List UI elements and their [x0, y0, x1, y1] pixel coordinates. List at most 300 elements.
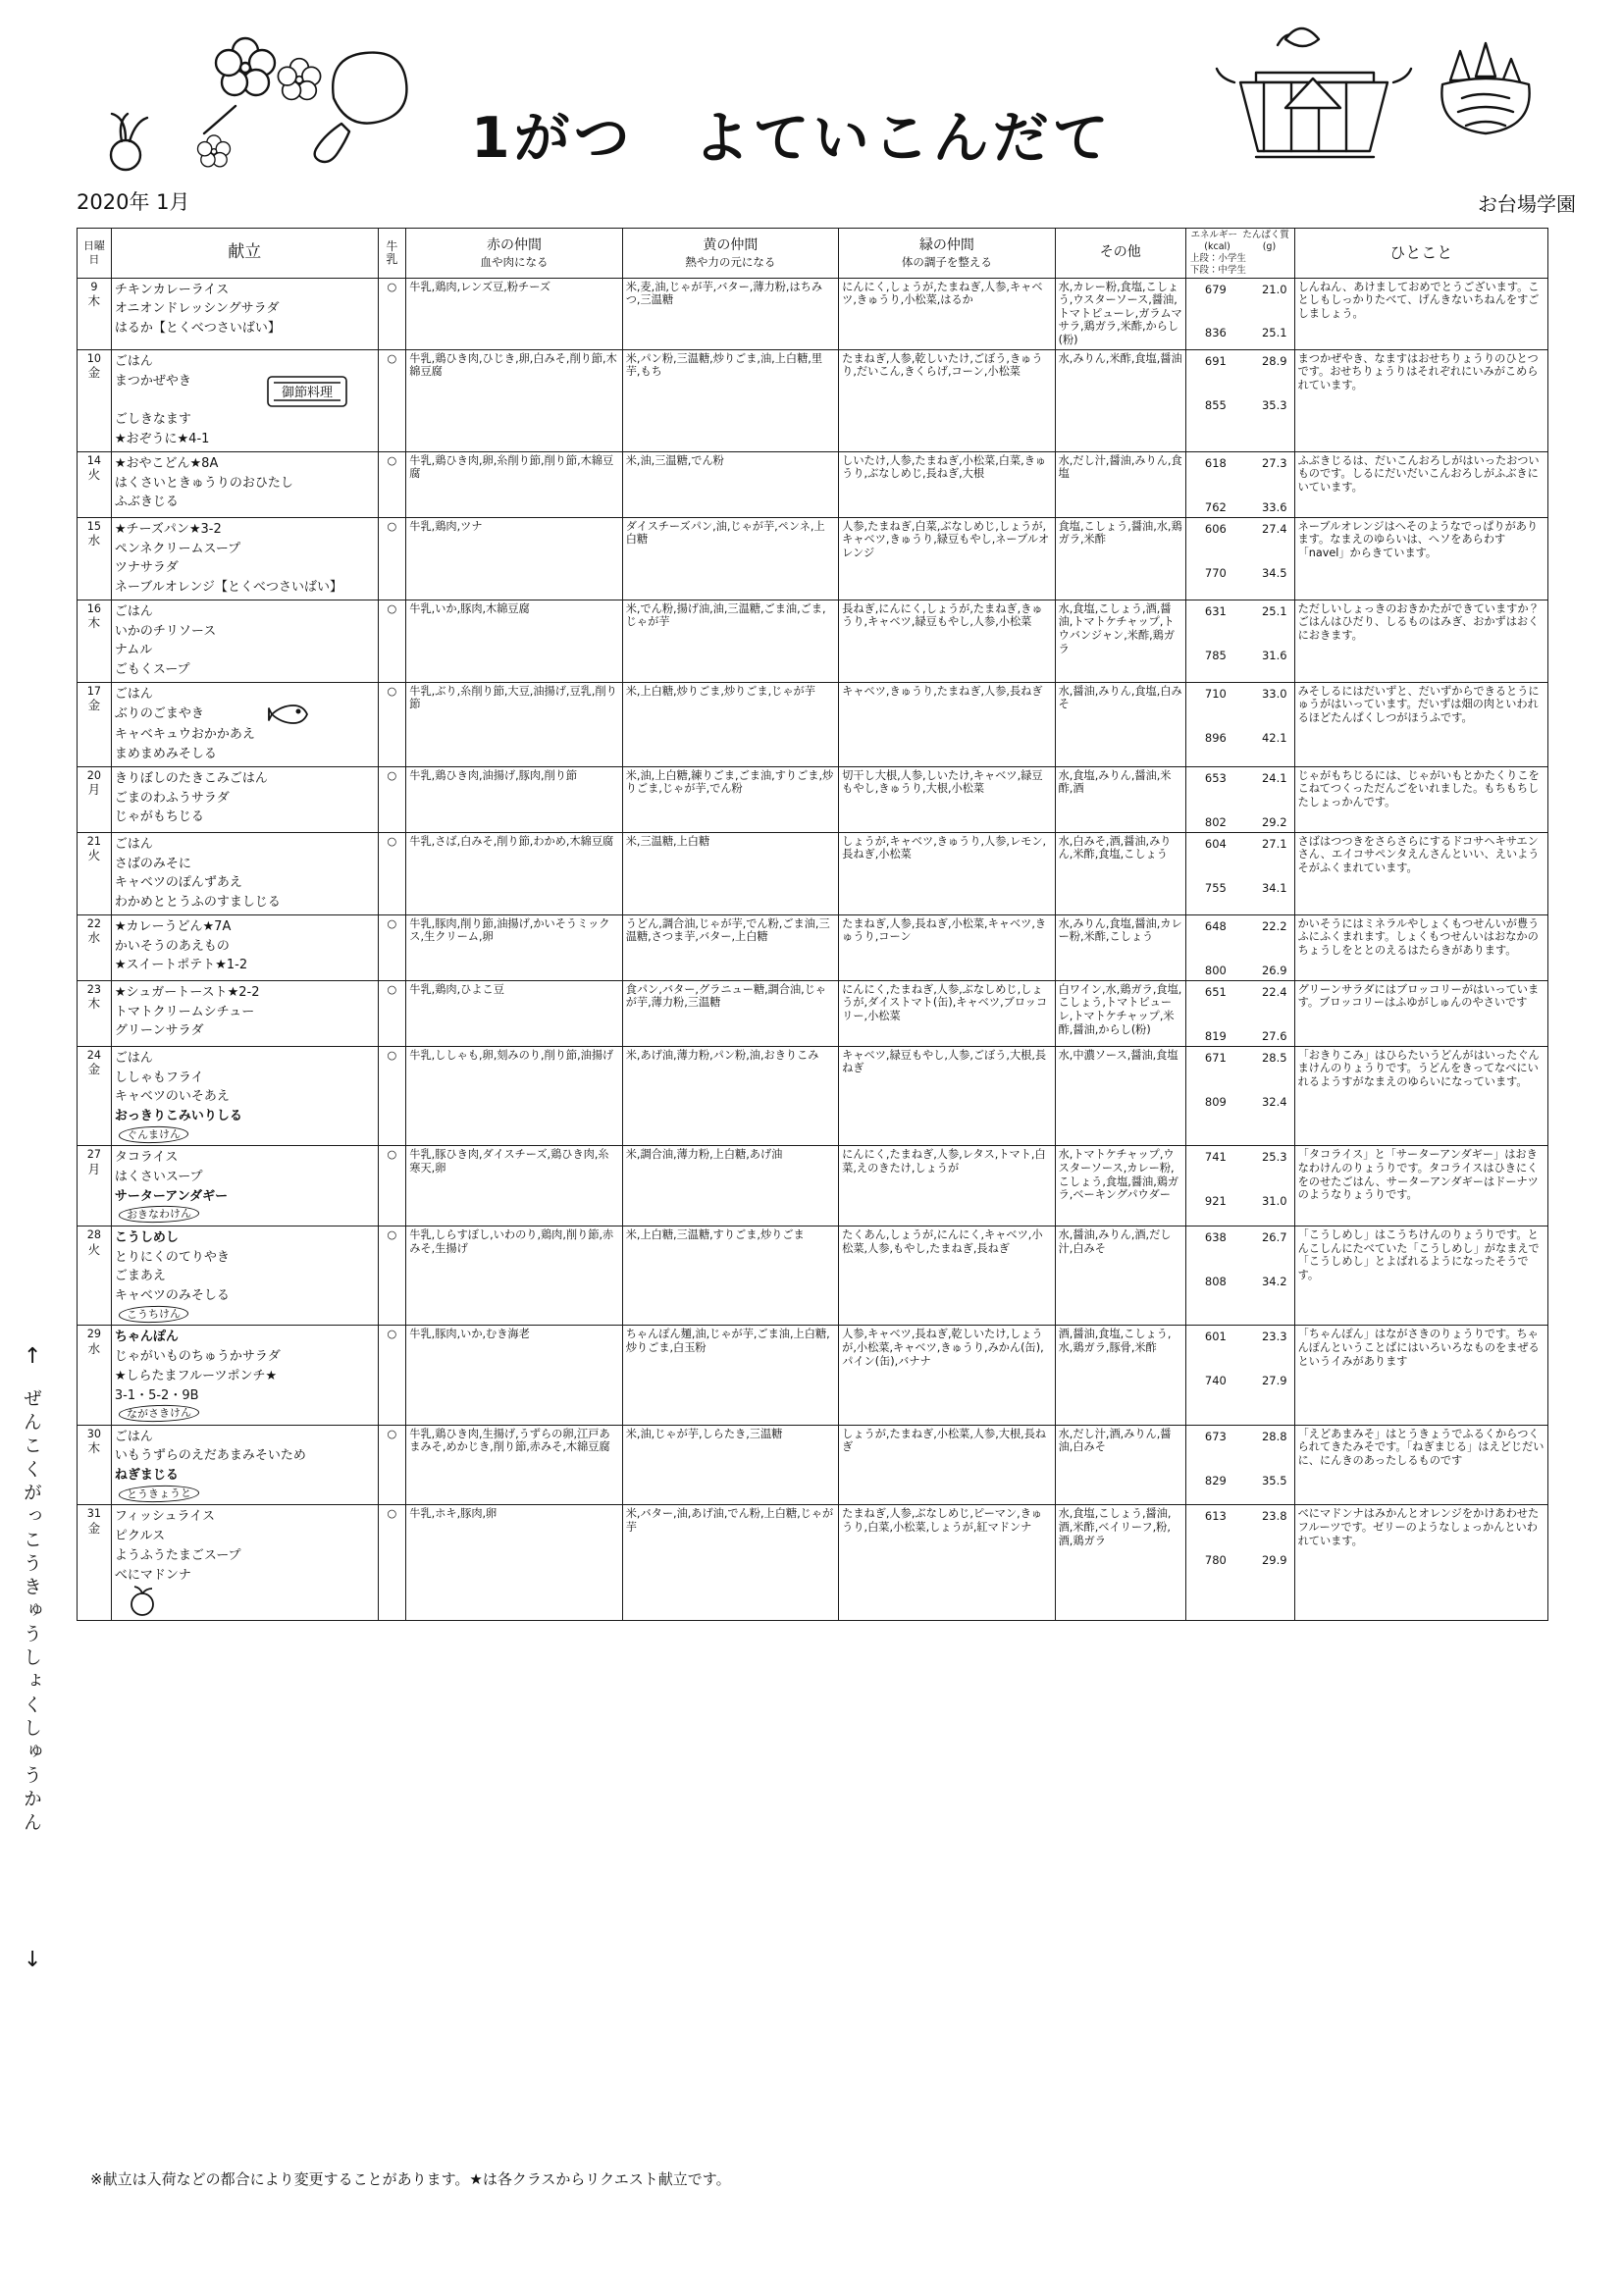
cell-other: 水,白みそ,酒,醤油,みりん,米酢,食塩,こしょう: [1055, 832, 1185, 914]
date-weekday: 木: [87, 1440, 101, 1456]
menu-item: ちゃんぽん: [114, 1330, 179, 1345]
cell-menu: [111, 1046, 378, 1145]
date-weekday: 火: [87, 848, 101, 863]
menu-item: タコライス: [114, 1150, 179, 1166]
protein-junior: 29.9: [1261, 1553, 1287, 1568]
col-header-green-main: 緑の仲間: [918, 236, 974, 253]
cell-green: キャベツ,きゅうり,たまねぎ,人参,長ねぎ: [839, 682, 1055, 766]
cell-milk: ○: [378, 278, 406, 349]
cell-note: まつかぜやき、なますはおせちりょうりのひとつです。おせちりょうりはそれぞれにいみがこめられています。: [1294, 349, 1547, 451]
cell-yellow: 米,でん粉,揚げ油,油,三温糖,ごま油,ごま,じゃが芋: [622, 600, 838, 682]
kcal-junior: 755: [1204, 880, 1227, 895]
menu-item: ごはん: [114, 603, 153, 619]
menu-item: はくさいときゅうりのおひたし: [114, 475, 293, 491]
cell-note: 「ちゃんぽん」はながさきのりょうりです。ちゃんぽんということばにはいろいろなものをまぜるというイみがあります: [1294, 1326, 1547, 1425]
date-weekday: 金: [87, 1520, 101, 1536]
cell-menu: [111, 980, 378, 1046]
table-header-row: [78, 229, 1548, 279]
protein-junior: 32.4: [1261, 1094, 1287, 1109]
menu-item: キャベツのいそあえ: [114, 1089, 230, 1105]
region-bubble: とうきょうと: [119, 1485, 199, 1504]
menu-item: ごしきなます: [114, 412, 191, 428]
date-day: 24: [86, 1048, 102, 1062]
menu-item: じゃがいものちゅうかサラダ: [114, 1349, 281, 1364]
cell-green: しょうが,たまねぎ,小松菜,人参,大根,長ねぎ: [839, 1425, 1055, 1505]
date-weekday: 火: [87, 467, 101, 483]
menu-item: いかのチリソース: [114, 623, 217, 639]
cell-menu: [111, 682, 378, 766]
school-name: お台場学園: [1478, 192, 1576, 216]
kcal-junior: 809: [1204, 1094, 1227, 1109]
nutri-energy-label: エネルギー: [1190, 230, 1238, 240]
kcal-elementary: 673: [1204, 1429, 1227, 1443]
cell-green: 人参,たまねぎ,白菜,ぶなしめじ,しょうが,キャベツ,きゅうり,緑豆もやし,ネーブルオレンジ: [839, 517, 1055, 600]
protein-elementary: 33.0: [1261, 686, 1287, 701]
cell-milk: ○: [378, 914, 406, 980]
cell-yellow: 米,油,三温糖,でん粉: [622, 451, 838, 517]
protein-junior: 31.6: [1261, 648, 1287, 662]
menu-item: キャベキュウおかかあえ: [114, 727, 255, 743]
cell-date: [78, 1326, 112, 1425]
cell-green: たまねぎ,人参,ぶなしめじ,ピーマン,きゅうり,白菜,小松菜,しょうが,紅マドンナ: [839, 1505, 1055, 1621]
cell-yellow: 米,麦,油,じゃが芋,バター,薄力粉,はちみつ,三温糖: [622, 278, 838, 349]
cell-other: 水,だし汁,醤油,みりん,食塩: [1055, 451, 1185, 517]
cell-red: 牛乳,鶏肉,ひよこ豆: [406, 980, 622, 1046]
col-header-date: 日曜日: [78, 229, 112, 279]
table-row: [78, 914, 1548, 980]
protein-elementary: 28.5: [1261, 1050, 1287, 1065]
table-row: [78, 1046, 1548, 1145]
cell-milk: ○: [378, 980, 406, 1046]
cell-yellow: 米,あげ油,薄力粉,パン粉,油,おきりこみ: [622, 1046, 838, 1145]
col-header-nutrition: [1185, 229, 1294, 279]
protein-elementary: 25.3: [1261, 1150, 1287, 1165]
cell-date: [78, 349, 112, 451]
cell-note: べにマドンナはみかんとオレンジをかけあわせたフルーツです。ゼリーのようなしょっかんといわれています。: [1294, 1505, 1547, 1621]
nutri-lower-note: 下段：中学生: [1189, 264, 1246, 276]
cell-menu: [111, 1425, 378, 1505]
cell-milk: ○: [378, 682, 406, 766]
menu-item: わかめととうふのすましじる: [114, 895, 281, 911]
cell-green: にんにく,たまねぎ,人参,レタス,トマト,白菜,えのきたけ,しょうが: [839, 1146, 1055, 1226]
cell-other: 水,みりん,食塩,醤油,カレー粉,米酢,こしょう: [1055, 914, 1185, 980]
protein-elementary: 28.9: [1261, 353, 1287, 368]
cell-other: 水,だし汁,酒,みりん,醤油,白みそ: [1055, 1425, 1185, 1505]
menu-item: きりぼしのたきこみごはん: [114, 770, 268, 786]
kcal-junior: 770: [1204, 565, 1227, 580]
cell-other: 水,トマトケチャップ,ウスターソース,カレー粉,こしょう,食塩,醤油,鶏ガラ,ベーキングパウダー: [1055, 1146, 1185, 1226]
cell-note: さばはつつきをさらさらにするドコサヘキサエンさん、エイコサペンタえんさんといい、えいようそがふくまれています。: [1294, 832, 1547, 914]
protein-elementary: 26.7: [1261, 1229, 1287, 1244]
date-weekday: 金: [87, 365, 101, 381]
cell-nutrition: [1185, 451, 1294, 517]
kcal-junior: 802: [1204, 814, 1227, 829]
col-header-green-sub: 体の調子を整える: [901, 254, 992, 269]
table-row: [78, 1146, 1548, 1226]
menu-item: ごはん: [114, 686, 153, 702]
kcal-junior: 855: [1204, 397, 1227, 412]
cell-nutrition: [1185, 278, 1294, 349]
col-header-other: その他: [1055, 229, 1185, 279]
kcal-elementary: 741: [1204, 1150, 1227, 1165]
cell-date: [78, 682, 112, 766]
kcal-junior: 808: [1204, 1274, 1227, 1288]
cell-menu: [111, 600, 378, 682]
cell-yellow: 米,上白糖,炒りごま,炒りごま,じゃが芋: [622, 682, 838, 766]
cell-red: 牛乳,豚ひき肉,ダイスチーズ,鶏ひき肉,糸寒天,卵: [406, 1146, 622, 1226]
menu-item: ごはん: [114, 353, 153, 369]
cell-green: キャベツ,緑豆もやし,人参,ごぼう,大根,長ねぎ: [839, 1046, 1055, 1145]
protein-junior: 34.5: [1261, 565, 1287, 580]
arrow-down-icon: ↓: [24, 1948, 42, 1972]
date-weekday: 月: [87, 1161, 101, 1176]
protein-elementary: 21.0: [1261, 282, 1287, 296]
cell-date: [78, 451, 112, 517]
cell-date: [78, 1425, 112, 1505]
date-day: 16: [86, 601, 102, 615]
protein-junior: 27.9: [1261, 1374, 1287, 1388]
protein-elementary: 28.8: [1261, 1429, 1287, 1443]
cell-date: [78, 278, 112, 349]
cell-menu: [111, 766, 378, 832]
cell-menu: [111, 1146, 378, 1226]
date-weekday: 木: [87, 996, 101, 1012]
protein-junior: 42.1: [1261, 730, 1287, 745]
menu-item: トマトクリームシチュー: [114, 1004, 255, 1019]
kcal-junior: 819: [1204, 1028, 1227, 1043]
cell-note: グリーンサラダにはブロッコリーがはいっています。ブロッコリーはふゆがしゅんのやさいです: [1294, 980, 1547, 1046]
table-row: [78, 517, 1548, 600]
date-day: 20: [86, 768, 102, 782]
menu-item: とりにくのてりやき: [114, 1249, 230, 1265]
footnote: ※献立は入荷などの都合により変更することがあります。★は各クラスからリクエスト献立です。: [90, 2170, 731, 2188]
cell-date: [78, 1046, 112, 1145]
menu-item: ごはん: [114, 1429, 153, 1444]
date-day: 30: [86, 1427, 102, 1440]
kcal-junior: 800: [1204, 963, 1227, 977]
col-header-milk: 牛乳: [378, 229, 406, 279]
table-row: [78, 451, 1548, 517]
cell-red: 牛乳,ぶり,糸削り節,大豆,油揚げ,豆乳,削り節: [406, 682, 622, 766]
protein-junior: 27.6: [1261, 1028, 1287, 1043]
col-header-note: ひとこと: [1294, 229, 1547, 279]
col-header-yellow: [622, 229, 838, 279]
cell-nutrition: [1185, 1505, 1294, 1621]
table-row: [78, 1226, 1548, 1325]
cell-red: 牛乳,鶏ひき肉,卵,糸削り節,削り節,木綿豆腐: [406, 451, 622, 517]
date-weekday: 金: [87, 698, 101, 713]
menu-item: ごまのわふうサラダ: [114, 790, 230, 806]
protein-elementary: 24.1: [1261, 770, 1287, 785]
cell-green: にんにく,しょうが,たまねぎ,人参,キャベツ,きゅうり,小松菜,はるか: [839, 278, 1055, 349]
menu-item: ごまあえ: [114, 1269, 166, 1284]
table-row: [78, 278, 1548, 349]
date-weekday: 水: [87, 1340, 101, 1356]
cell-nutrition: [1185, 914, 1294, 980]
col-header-menu: 献立: [111, 229, 378, 279]
cell-other: 食塩,こしょう,醤油,水,鶏ガラ,米酢: [1055, 517, 1185, 600]
menu-item: ふぶきじる: [114, 495, 179, 510]
kcal-elementary: 613: [1204, 1509, 1227, 1524]
kcal-junior: 829: [1204, 1473, 1227, 1487]
cell-red: 牛乳,豚肉,いか,むき海老: [406, 1326, 622, 1425]
cell-note: 「おきりこみ」はひらたいうどんがはいったぐんまけんのりょうりです。うどんをきってなべにいれるようすがなまえのゆらいになっています。: [1294, 1046, 1547, 1145]
table-row: [78, 980, 1548, 1046]
cell-green: 人参,キャベツ,長ねぎ,乾しいたけ,しょうが,小松菜,キャベツ,きゅうり,みかん(缶),パイン(缶),バナナ: [839, 1326, 1055, 1425]
cell-other: 水,食塩,みりん,醤油,米酢,酒: [1055, 766, 1185, 832]
menu-item: ★おやこどん★8A: [114, 455, 219, 471]
col-header-yellow-sub: 熱や力の元になる: [685, 254, 776, 269]
cell-yellow: 米,バター,油,あげ油,でん粉,上白糖,じゃが芋: [622, 1505, 838, 1621]
arrow-up-icon: ↑: [24, 1344, 42, 1369]
cell-note: しんねん、あけましておめでとうございます。ことしもしっかりたべて、げんきないちねんをすごしましょう。: [1294, 278, 1547, 349]
cell-green: 長ねぎ,にんにく,しょうが,たまねぎ,きゅうり,キャベツ,緑豆もやし,人参,小松菜: [839, 600, 1055, 682]
date-day: 28: [86, 1227, 102, 1241]
menu-item: ★チーズパン★3-2: [114, 521, 222, 537]
region-bubble: ぐんまけん: [119, 1125, 188, 1144]
table-body: [78, 278, 1548, 1621]
cell-nutrition: [1185, 980, 1294, 1046]
cell-nutrition: [1185, 682, 1294, 766]
cell-milk: ○: [378, 1326, 406, 1425]
cell-yellow: 米,パン粉,三温糖,炒りごま,油,上白糖,里芋,もち: [622, 349, 838, 451]
protein-elementary: 22.2: [1261, 918, 1287, 933]
date-day: 31: [86, 1507, 102, 1521]
menu-item: キャベツのみそしる: [114, 1288, 230, 1304]
table-row: [78, 682, 1548, 766]
date-day: 23: [86, 982, 102, 996]
menu-item: オニオンドレッシングサラダ: [114, 301, 280, 317]
kcal-junior: 780: [1204, 1553, 1227, 1568]
menu-item: ナムル: [114, 643, 153, 658]
menu-item: ごもくスープ: [114, 662, 190, 678]
table-row: [78, 600, 1548, 682]
menu-item: チキンカレーライス: [114, 282, 230, 297]
date-day: 22: [86, 916, 102, 930]
date-weekday: 月: [87, 782, 101, 798]
cell-red: 牛乳,いか,豚肉,木綿豆腐: [406, 600, 622, 682]
table-row: [78, 832, 1548, 914]
cell-yellow: 米,調合油,薄力粉,上白糖,あげ油: [622, 1146, 838, 1226]
cell-note: かいそうにはミネラルやしょくもつせんいが豊うふにふくまれます。しょくもつせんいはおなかのちょうしをととのえるはたらきがあります。: [1294, 914, 1547, 980]
svg-text:御節料理: 御節料理: [281, 386, 333, 401]
cell-note: ネーブルオレンジはへそのようなでっぱりがあります。なまえのゆらいは、へソをあらわす「navel」からきています。: [1294, 517, 1547, 600]
protein-elementary: 23.8: [1261, 1509, 1287, 1524]
cell-nutrition: [1185, 1046, 1294, 1145]
protein-junior: 25.1: [1261, 326, 1287, 340]
cell-red: 牛乳,さば,白みそ,削り節,わかめ,木綿豆腐: [406, 832, 622, 914]
menu-item: ★おぞうに★4-1: [114, 432, 210, 447]
cell-nutrition: [1185, 766, 1294, 832]
cell-date: [78, 1505, 112, 1621]
cell-green: しょうが,キャベツ,きゅうり,人参,レモン,長ねぎ,小松菜: [839, 832, 1055, 914]
cell-red: 牛乳,鶏ひき肉,油揚げ,豚肉,削り節: [406, 766, 622, 832]
cell-red: 牛乳,鶏肉,ツナ: [406, 517, 622, 600]
menu-item: ししゃもフライ: [114, 1070, 204, 1085]
cell-green: にんにく,たまねぎ,人参,ぶなしめじ,しょうが,ダイストマト(缶),キャベツ,ブロッコリー,小松菜: [839, 980, 1055, 1046]
cell-menu: [111, 832, 378, 914]
menu-item: いもうずらのえだあまみそいため: [114, 1448, 306, 1464]
region-bubble: こうちけん: [119, 1305, 188, 1324]
menu-item: ねぎまじる: [114, 1468, 179, 1484]
menu-item: はくさいスープ: [114, 1169, 203, 1184]
cell-yellow: 米,油,上白糖,練りごま,ごま油,すりごま,炒りごま,じゃが芋,でん粉: [622, 766, 838, 832]
cell-menu: [111, 1326, 378, 1425]
cell-red: 牛乳,鶏ひき肉,生揚げ,うずらの卵,江戸あまみそ,めかじき,削り節,赤みそ,木綿豆腐: [406, 1425, 622, 1505]
col-header-green: [839, 229, 1055, 279]
date-day: 9: [90, 280, 98, 293]
monthly-menu-table: [77, 228, 1548, 1621]
cell-nutrition: [1185, 1326, 1294, 1425]
menu-item: サーターアンダギー: [114, 1188, 229, 1204]
kcal-elementary: 648: [1204, 918, 1227, 933]
cell-milk: ○: [378, 600, 406, 682]
cell-yellow: ちゃんぽん麺,油,じゃが芋,ごま油,上白糖,炒りごま,白玉粉: [622, 1326, 838, 1425]
page-title: 1がつ よていこんだて: [471, 106, 1113, 171]
cell-milk: ○: [378, 1046, 406, 1145]
menu-item: ツナサラダ: [114, 560, 179, 576]
menu-item: ごはん: [114, 836, 153, 852]
date-weekday: 水: [87, 930, 101, 946]
kcal-elementary: 651: [1204, 984, 1227, 999]
cell-nutrition: [1185, 600, 1294, 682]
kcal-elementary: 653: [1204, 770, 1227, 785]
nutri-protein-label: たんぱく質: [1242, 230, 1289, 240]
region-bubble: ながさきけん: [119, 1404, 199, 1424]
cell-yellow: 米,油,じゃが芋,しらたき,三温糖: [622, 1425, 838, 1505]
nutri-g-unit: (g): [1262, 240, 1277, 252]
cell-date: [78, 914, 112, 980]
protein-elementary: 27.4: [1261, 521, 1287, 536]
kite-and-plum-illustration: [88, 29, 412, 177]
cell-menu: [111, 451, 378, 517]
cell-other: 水,食塩,こしょう,酒,醤油,トマトケチャップ,トウバンジャン,米酢,鶏ガラ: [1055, 600, 1185, 682]
date-weekday: 水: [87, 533, 101, 548]
protein-elementary: 25.1: [1261, 603, 1287, 618]
kcal-elementary: 631: [1204, 603, 1227, 618]
cell-yellow: 米,上白糖,三温糖,すりごま,炒りごま: [622, 1226, 838, 1325]
date-weekday: 金: [87, 1062, 101, 1077]
cell-note: ただしいしょっきのおきかたができていますか？ごはんはひだり、しるものはみぎ、おかずはおくにおきます。: [1294, 600, 1547, 682]
protein-elementary: 27.1: [1261, 836, 1287, 851]
menu-item: フィッシュライス: [114, 1509, 216, 1525]
cell-yellow: ダイスチーズパン,油,じゃが芋,ペンネ,上白糖: [622, 517, 838, 600]
cell-other: 水,中濃ソース,醤油,食塩: [1055, 1046, 1185, 1145]
protein-junior: 35.3: [1261, 397, 1287, 412]
date-day: 17: [86, 684, 102, 698]
menu-item: じゃがもちじる: [114, 809, 204, 825]
cell-note: 「タコライス」と「サーターアンダギー」はおきなわけんのりょうりです。タコライスはひきにくをのせたごはん、サーターアンダギーはドーナツのようなりょうりです。: [1294, 1146, 1547, 1226]
cell-note: 「えどあまみそ」はとうきょうでふるくからつくられてきたみそです。「ねぎまじる」はえどじだいに、にんきのあったしるものです: [1294, 1425, 1547, 1505]
cell-menu: [111, 1226, 378, 1325]
cell-milk: ○: [378, 1505, 406, 1621]
kcal-junior: 836: [1204, 326, 1227, 340]
cell-menu: [111, 349, 378, 451]
kcal-elementary: 691: [1204, 353, 1227, 368]
cell-other: 水,食塩,こしょう,醤油,酒,米酢,ベイリーフ,粉,酒,鶏ガラ: [1055, 1505, 1185, 1621]
cell-milk: ○: [378, 451, 406, 517]
kcal-elementary: 679: [1204, 282, 1227, 296]
cell-green: たまねぎ,人参,乾しいたけ,ごぼう,きゅうり,だいこん,きくらげ,コーン,小松菜: [839, 349, 1055, 451]
kcal-elementary: 606: [1204, 521, 1227, 536]
cell-yellow: うどん,調合油,じゃが芋,でん粉,ごま油,三温糖,さつま芋,バター,上白糖: [622, 914, 838, 980]
table-row: [78, 1505, 1548, 1621]
table-row: [78, 349, 1548, 451]
protein-elementary: 22.4: [1261, 984, 1287, 999]
kcal-elementary: 710: [1204, 686, 1227, 701]
cell-other: 水,醤油,みりん,食塩,白みそ: [1055, 682, 1185, 766]
kagamimochi-and-pine-illustration: [1162, 18, 1554, 194]
protein-junior: 34.1: [1261, 880, 1287, 895]
cell-milk: ○: [378, 766, 406, 832]
cell-red: 牛乳,しらすぼし,いわのり,鶏肉,削り節,赤みそ,生揚げ: [406, 1226, 622, 1325]
protein-elementary: 23.3: [1261, 1330, 1287, 1344]
menu-item: ピクルス: [114, 1529, 166, 1544]
menu-decor-icon: [262, 704, 375, 725]
page-header: [0, 0, 1623, 216]
cell-nutrition: [1185, 1146, 1294, 1226]
menu-item: キャベツのぽんずあえ: [114, 875, 242, 891]
nutri-kcal-unit: (kcal): [1204, 240, 1230, 252]
date-day: 21: [86, 834, 102, 848]
date-day: 29: [86, 1328, 102, 1341]
cell-green: たくあん,しょうが,にんにく,キャベツ,小松菜,人参,もやし,たまねぎ,長ねぎ: [839, 1226, 1055, 1325]
kcal-elementary: 618: [1204, 455, 1227, 470]
cell-yellow: 食パン,バター,グラニュー糖,調合油,じゃが芋,薄力粉,三温糖: [622, 980, 838, 1046]
col-header-red: [406, 229, 622, 279]
date-weekday: 木: [87, 293, 101, 309]
cell-date: [78, 980, 112, 1046]
cell-menu: [111, 914, 378, 980]
cell-red: 牛乳,鶏肉,レンズ豆,粉チーズ: [406, 278, 622, 349]
menu-item: ★カレーうどん★7A: [114, 918, 232, 934]
menu-item: ようふうたまごスープ: [114, 1547, 241, 1563]
menu-item: ごはん: [114, 1050, 153, 1066]
cell-red: 牛乳,豚肉,削り節,油揚げ,かいそうミックス,生クリーム,卵: [406, 914, 622, 980]
protein-junior: 26.9: [1261, 963, 1287, 977]
cell-date: [78, 1226, 112, 1325]
cell-other: 水,カレー粉,食塩,こしょう,ウスターソース,醤油,トマトピューレ,ガラムマサラ,鶏ガラ,米酢,からし(粉): [1055, 278, 1185, 349]
menu-item: ぶりのごまやき: [114, 705, 204, 721]
cell-nutrition: [1185, 349, 1294, 451]
menu-item: ネーブルオレンジ【とくべつさいばい】: [114, 580, 343, 596]
cell-green: しいたけ,人参,たまねぎ,小松菜,白菜,きゅうり,ぶなしめじ,長ねぎ,大根: [839, 451, 1055, 517]
nutrition-week-label: ぜんこくがっこうきゅうしょくしゅうかん: [21, 1388, 42, 1836]
protein-junior: 33.6: [1261, 499, 1287, 514]
menu-item: ペンネクリームスープ: [114, 541, 241, 556]
menu-item: まめまめみそしる: [114, 747, 217, 762]
menu-item: かいそうのあえもの: [114, 938, 230, 954]
cell-red: 牛乳,鶏ひき肉,ひじき,卵,白みそ,削り節,木綿豆腐: [406, 349, 622, 451]
cell-date: [78, 600, 112, 682]
cell-nutrition: [1185, 517, 1294, 600]
kcal-junior: 896: [1204, 730, 1227, 745]
cell-menu: [111, 1505, 378, 1621]
cell-green: 切干し大根,人参,しいたけ,キャベツ,緑豆もやし,きゅうり,大根,小松菜: [839, 766, 1055, 832]
col-header-yellow-main: 黄の仲間: [703, 236, 759, 253]
cell-menu: [111, 517, 378, 600]
date-weekday: 木: [87, 615, 101, 631]
cell-red: 牛乳,ししゃも,卵,刻みのり,削り節,油揚げ: [406, 1046, 622, 1145]
cell-note: じゃがもちじるには、じゃがいもとかたくりこをこねてつくっただんごをいれました。もちもちしたしょっかんです。: [1294, 766, 1547, 832]
cell-red: 牛乳,ホキ,豚肉,卵: [406, 1505, 622, 1621]
issue-date: 2020年 1月: [77, 190, 190, 214]
cell-yellow: 米,三温糖,上白糖: [622, 832, 838, 914]
menu-item: こうしめし: [114, 1229, 179, 1245]
protein-elementary: 27.3: [1261, 455, 1287, 470]
date-day: 15: [86, 519, 102, 533]
table-row: [78, 1425, 1548, 1505]
